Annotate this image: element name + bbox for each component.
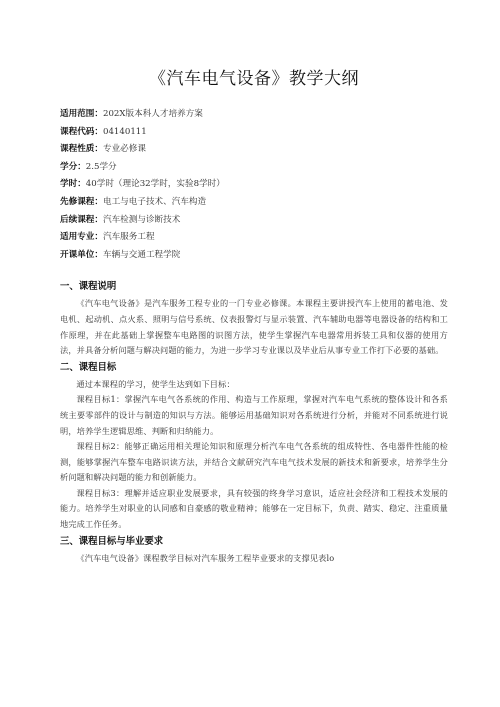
- goals-requirements-paragraph: 《汽车电气设备》课程教学目标对汽车服务工程毕业要求的支撑见表lo: [76, 552, 335, 563]
- meta-major: [60, 232, 448, 243]
- section-heading-course-goals: 二、课程目标: [60, 361, 117, 373]
- meta-course-code: [60, 127, 448, 138]
- meta-value: 汽车服务工程: [102, 232, 155, 243]
- meta-value: 2.5学分: [85, 161, 117, 172]
- meta-value: 40学时（理论32学时，实验8学时）: [85, 179, 225, 190]
- meta-label: 学时：: [60, 179, 86, 190]
- meta-prerequisites: [60, 197, 448, 208]
- meta-label: 先修课程：: [60, 196, 103, 207]
- spacer: [60, 267, 448, 280]
- meta-value: 汽车检测与诊断技术: [102, 214, 181, 225]
- course-description-paragraph: 《汽车电气设备》是汽车服务工程专业的一门专业必修课。本课程主要讲授汽车上使用的蓄电池、发电机、起动机、点火系、照明与信号系统、仪表报警灯与显示装置、汽车辅助电器等电器设备的结构和工作原理，并在此基础上掌握整车电路图的识图方法，使学生掌握汽车电器常用拆装工具和仪器的使用方法，并具备分析问题与解决问题的能力，为进一步学习专业课以及毕业后从事专业工作打下必要的基础。: [60, 298, 448, 356]
- section-heading-goals-and-requirements: 三、课程目标与毕业要求: [60, 535, 164, 547]
- meta-value: 车辆与交通工程学院: [102, 249, 181, 260]
- meta-label: 适用专业：: [60, 232, 103, 243]
- goals-intro: 通过本课程的学习，使学生达到如下目标：: [76, 378, 235, 389]
- meta-value: 04140111: [102, 126, 147, 137]
- meta-scope: [60, 109, 448, 120]
- section-heading-course-description: 一、课程说明: [60, 281, 117, 293]
- meta-value: 专业必修课: [102, 144, 146, 155]
- meta-label: 课程代码：: [60, 126, 103, 137]
- meta-credits: [60, 162, 448, 173]
- meta-department: [60, 250, 448, 261]
- meta-label: 学分：: [60, 161, 86, 172]
- meta-label: 后续课程：: [60, 214, 103, 225]
- course-meta-list: [60, 109, 448, 261]
- meta-label: 适用范围：: [60, 109, 103, 119]
- meta-label: 课程性质：: [60, 144, 103, 155]
- meta-value: 202X版本科人才培养方案: [102, 109, 203, 119]
- meta-value: 电工与电子技术、汽车构造: [102, 196, 207, 207]
- meta-hours: [60, 179, 448, 190]
- goal-1-paragraph: 课程目标1：掌握汽车电气各系统的作用、构造与工作原理，掌握对汽车电气系统的整体设计和各系统主要零部件的设计与制造的知识与方法。能够运用基础知识对各系统进行分析，并能对不同系统进行说明，培养学生逻辑思维、判断和归纳能力。: [60, 394, 448, 436]
- meta-follow-up-courses: [60, 215, 448, 226]
- meta-label: 开课单位：: [60, 249, 103, 260]
- page-title: 《汽车电气设备》教学大纲: [149, 69, 359, 89]
- goal-3-paragraph: 课程目标3：理解并适应职业发展要求，具有较强的终身学习意识，适应社会经济和工程技术发展的能力。培养学生对职业的认同感和自豪感的敬业精神；能够在一定目标下，负责、踏实、稳定、注重质量地完成工作任务。: [60, 487, 448, 530]
- meta-course-nature: [60, 144, 448, 155]
- goal-2-paragraph: 课程目标2：能够正确运用相关理论知识和原理分析汽车电气各系统的组成特性、各电器件性能的检测，能够掌握汽车整车电路识读方法，并结合文献研究汽车电气技术发展的新技术和新要求，培养学生分析问题和解决问题的能力和创新能力。: [60, 441, 448, 483]
